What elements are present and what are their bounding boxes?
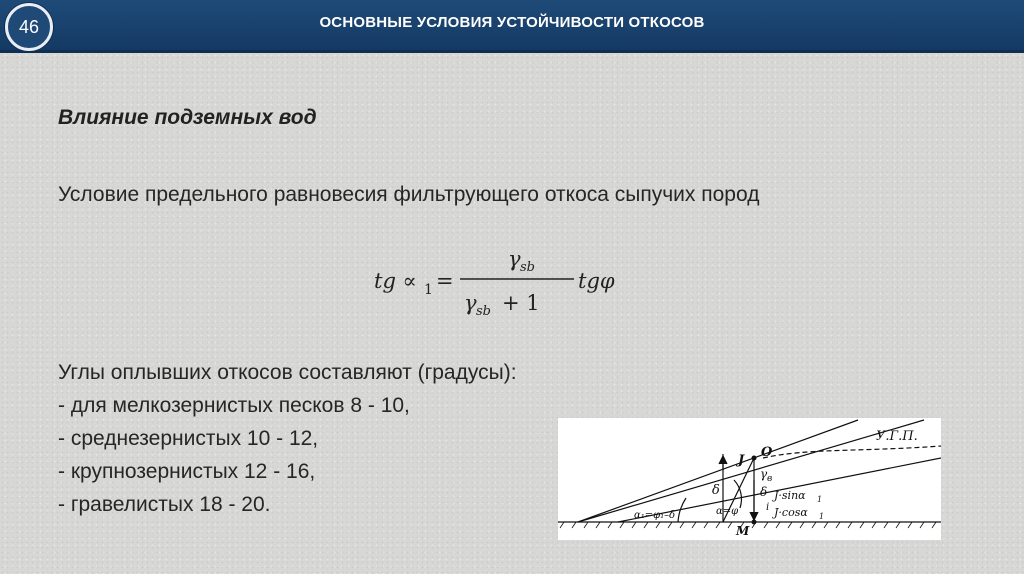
angles-list-item: - среднезернистых 10 - 12, — [58, 427, 319, 450]
label-gamma: γ — [760, 467, 768, 481]
point-o — [752, 456, 757, 461]
angles-block — [58, 356, 517, 521]
label-jcos: J·cosα — [774, 506, 808, 519]
condition-paragraph: Условие предельного равновесия фильтрующего откоса сыпучих пород — [58, 183, 760, 206]
angle-arc-delta — [734, 480, 741, 508]
label-o: O — [761, 445, 773, 460]
label-ugp: У.Г.П. — [876, 429, 918, 444]
angles-list-item: - гравелистых 18 - 20. — [58, 493, 271, 516]
groundwater-line — [763, 446, 941, 458]
arrow-head — [750, 512, 758, 520]
angles-heading: Углы оплывших откосов составляют (градусы): — [58, 361, 517, 384]
angles-list-item: - крупнозернистых 12 - 16, — [58, 460, 316, 483]
formula-denominator: γ — [464, 291, 477, 315]
label-jsin-sub: 1 — [817, 495, 823, 504]
arrow-head-j — [719, 456, 727, 464]
section-subtitle: Влияние подземных вод — [58, 106, 317, 129]
formula — [360, 246, 680, 326]
formula-numerator: γ — [508, 247, 521, 271]
formula-rhs: tgφ — [578, 269, 615, 293]
slide-title: ОСНОВНЫЕ УСЛОВИЯ УСТОЙЧИВОСТИ ОТКОСОВ — [319, 14, 705, 31]
label-delta-1: δ — [712, 483, 720, 498]
label-delta-2: δ — [760, 485, 768, 499]
label-alpha: α=φ — [716, 506, 739, 517]
label-gamma-sub: в — [767, 474, 773, 484]
header-bar — [0, 0, 1024, 53]
label-j: J — [738, 453, 745, 468]
formula-denominator-plus: + 1 — [502, 291, 540, 315]
slide-number-badge: 46 — [5, 3, 53, 51]
formula-denominator-sub: sb — [476, 304, 491, 319]
formula-lhs-sub: 1 — [424, 282, 433, 298]
point-m — [752, 520, 757, 525]
label-jcos-sub: 1 — [819, 512, 825, 521]
angles-list-item: - для мелкозернистых песков 8 - 10, — [58, 394, 410, 417]
formula-lhs: tg ∝ — [374, 269, 417, 293]
label-jsin: J·sinα — [774, 489, 806, 502]
formula-equals: = — [436, 269, 454, 293]
label-i: i — [766, 502, 770, 513]
formula-numerator-sub: sb — [520, 260, 535, 275]
label-alpha1: α₁=φ₁–δ — [634, 510, 676, 521]
slope-line-upper — [578, 420, 924, 522]
slope-diagram — [558, 418, 941, 540]
label-m: M — [736, 524, 750, 538]
